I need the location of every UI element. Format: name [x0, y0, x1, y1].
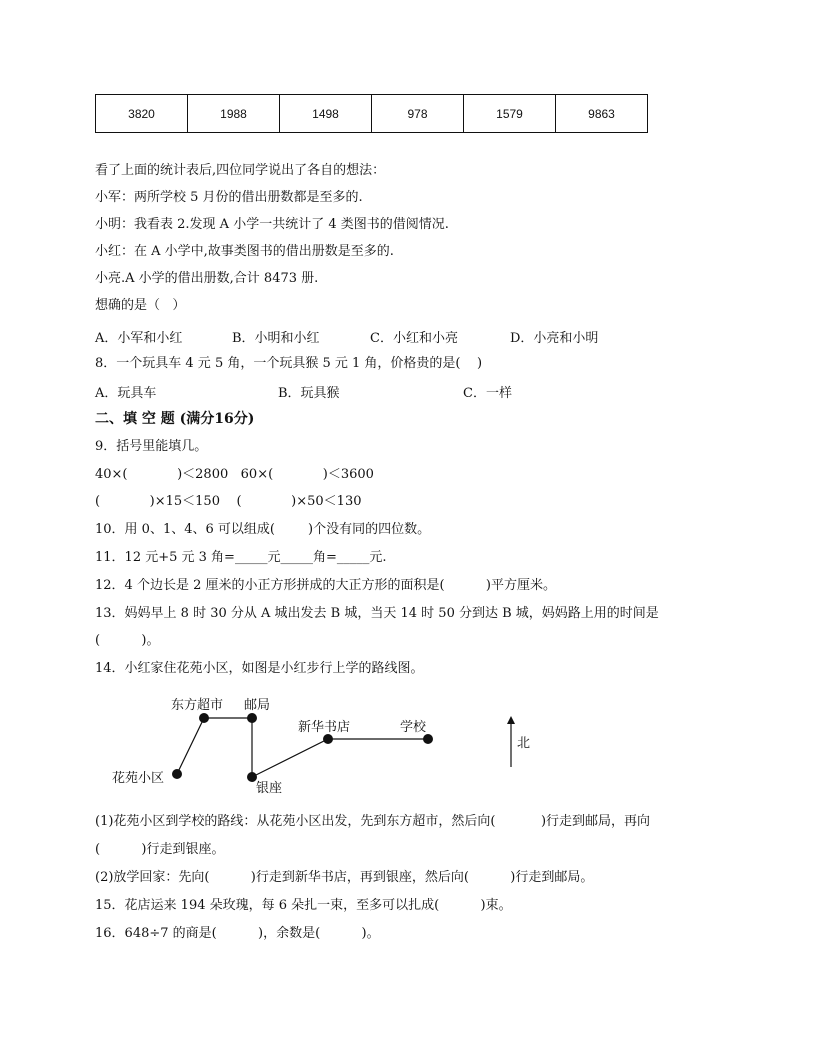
q7-xiaohong: 小红：在 A 小学中,故事类图书的借出册数是至多的. [95, 244, 394, 259]
label-youju: 邮局 [244, 698, 271, 713]
q16: 16．648÷7 的商是( )，余数是( )。 [95, 926, 380, 941]
q9-question: 9．括号里能填几。 [95, 439, 208, 454]
table-cell: 9863 [556, 95, 648, 133]
q11: 11．12 元+5 元 3 角=_____元_____角=_____元. [95, 550, 387, 565]
huayuan-point [172, 769, 182, 779]
q10: 10．用 0、1、4、6 可以组成( )个没有同的四位数。 [95, 522, 431, 537]
q8-question: 8．一个玩具车 4 元 5 角，一个玩具猴 5 元 1 角，价格贵的是( ) [95, 356, 483, 371]
q7-xiaoming: 小明：我看表 2.发现 A 小学一共统计了 4 类图书的借阅情况. [95, 217, 449, 232]
q12: 12．4 个边长是 2 厘米的小正方形拼成的大正方形的面积是( )平方厘米。 [95, 578, 556, 593]
table-cell: 978 [372, 95, 464, 133]
q7-option-c: C．小红和小亮 [370, 331, 458, 346]
label-xuexiao: 学校 [400, 720, 427, 735]
xuexiao-point [423, 734, 433, 744]
route-map [100, 690, 560, 802]
q7-option-d: D．小亮和小明 [510, 331, 599, 346]
q9-line2: ( )×15＜150 ( )×50＜130 [95, 494, 362, 509]
table-cell: 1498 [280, 95, 372, 133]
q14-sub1-line1: (1)花苑小区到学校的路线：从花苑小区出发，先到东方超市，然后向( )行走到邮局，再向 [95, 814, 651, 829]
q8-option-c: C．一样 [463, 386, 512, 401]
q14-sub1-line2: ( )行走到银座。 [95, 842, 225, 857]
q7-question: 想确的是（ ） [95, 298, 186, 313]
q7-option-a: A．小军和小红 [95, 331, 183, 346]
q13-line1: 13．妈妈早上 8 时 30 分从 A 城出发去 B 城，当天 14 时 50 分到达 B 城，妈妈路上用的时间是 [95, 606, 659, 621]
q7-intro: 看了上面的统计表后,四位同学说出了各自的想法： [95, 163, 386, 178]
q8-option-b: B．玩具猴 [278, 386, 340, 401]
q14-sub2: (2)放学回家：先向( )行走到新华书店，再到银座，然后向( )行走到邮局。 [95, 870, 594, 885]
table-cell: 3820 [96, 95, 188, 133]
q13-line2: ( )。 [95, 633, 160, 648]
section-title: 二、填 空 题 (满分16分) [95, 411, 255, 427]
table-cell: 1579 [464, 95, 556, 133]
dongfang-point [199, 713, 209, 723]
youju-point [247, 713, 257, 723]
q7-xiaoliang: 小亮.A 小学的借出册数,合计 8473 册. [95, 271, 319, 286]
label-xinhua: 新华书店 [298, 720, 351, 735]
label-north: 北 [517, 736, 531, 751]
label-yinzuo: 银座 [256, 781, 283, 796]
q8-option-a: A．玩具车 [95, 386, 157, 401]
table-row [96, 95, 648, 133]
xinhua-point [323, 734, 333, 744]
table-cell: 1988 [188, 95, 280, 133]
label-dongfang: 东方超市 [171, 698, 224, 713]
label-huayuan: 花苑小区 [112, 771, 165, 786]
q14-question: 14．小红家住花苑小区，如图是小红步行上学的路线图。 [95, 661, 424, 676]
q15: 15．花店运来 194 朵玫瑰，每 6 朵扎一束，至多可以扎成( )束。 [95, 898, 512, 913]
q9-line1: 40×( )＜2800 60×( )＜3600 [95, 467, 374, 482]
q7-xiaojun: 小军：两所学校 5 月份的借出册数都是至多的. [95, 190, 363, 205]
arrow-head-icon [507, 716, 515, 724]
statistics-table [95, 94, 648, 133]
q7-option-b: B．小明和小红 [232, 331, 320, 346]
